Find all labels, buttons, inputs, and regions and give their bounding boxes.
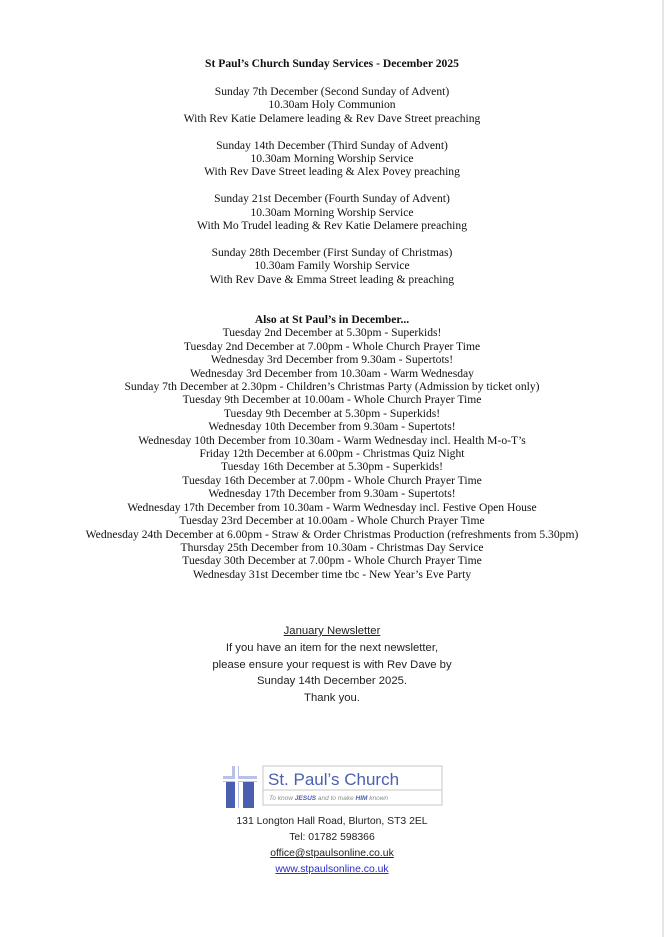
events-heading: Also at St Paul’s in December...: [254, 313, 410, 326]
service-block: [0, 139, 664, 179]
events-list: [0, 313, 664, 581]
page-title: St Paul’s Church Sunday Services - December 2025: [205, 57, 459, 70]
service-leaders: With Rev Dave & Emma Street leading & preaching: [209, 272, 455, 286]
event-item: Wednesday 3rd December from 9.30am - Supertots!: [210, 353, 454, 367]
event-item: Tuesday 9th December at 5.30pm - Superkids!: [223, 406, 441, 420]
church-logo: [223, 762, 443, 810]
event-item: Tuesday 30th December at 7.00pm - Whole Church Prayer Time: [182, 554, 482, 568]
service-block: [0, 192, 664, 232]
newsletter-line: please ensure your request is with Rev Dave by: [212, 658, 452, 671]
service-block: [0, 85, 664, 125]
event-item: Wednesday 17th December from 9.30am - Supertots!: [208, 487, 456, 501]
service-day: Sunday 14th December (Third Sunday of Advent): [216, 138, 448, 152]
email-link[interactable]: office@stpaulsonline.co.uk: [270, 848, 394, 859]
event-item: Tuesday 16th December at 5.30pm - Superkids!: [220, 460, 444, 474]
event-item: Wednesday 17th December from 10.30am - Warm Wednesday incl. Festive Open House: [127, 500, 537, 514]
event-item: Tuesday 23rd December at 10.00am - Whole Church Prayer Time: [179, 514, 485, 528]
event-item: Thursday 25th December from 10.30am - Christmas Day Service: [180, 540, 484, 554]
service-time: 10.30am Morning Worship Service: [250, 152, 414, 166]
logo-tagline: To know JESUS and to make HIM known: [269, 795, 389, 802]
newsletter-thanks: Thank you.: [304, 692, 360, 705]
service-day: Sunday 7th December (Second Sunday of Advent): [214, 85, 450, 98]
event-item: Wednesday 24th December at 6.00pm - Straw & Order Christmas Production (refreshments from 5.30pm): [85, 527, 579, 541]
cross-icon: [223, 764, 257, 808]
newsletter-line: Sunday 14th December 2025.: [256, 675, 408, 688]
event-item: Tuesday 9th December at 10.00am - Whole Church Prayer Time: [182, 393, 482, 407]
event-item: Friday 12th December at 6.00pm - Christmas Quiz Night: [199, 447, 465, 461]
event-item: Tuesday 2nd December at 5.30pm - Superkids!: [222, 326, 442, 340]
event-item: Wednesday 3rd December from 10.30am - Warm Wednesday: [190, 366, 474, 380]
event-item: Wednesday 10th December from 9.30am - Supertots!: [208, 420, 456, 434]
logo-name: St. Paul’s Church: [268, 770, 400, 789]
event-item: Wednesday 31st December time tbc - New Year’s Eve Party: [192, 567, 472, 581]
service-day: Sunday 28th December (First Sunday of Christmas): [211, 245, 453, 259]
service-time: 10.30am Family Worship Service: [254, 259, 410, 273]
service-leaders: With Rev Katie Delamere leading & Rev Dave Street preaching: [183, 111, 481, 125]
newsletter-line: If you have an item for the next newsletter,: [225, 641, 439, 654]
event-item: Tuesday 16th December at 7.00pm - Whole Church Prayer Time: [182, 473, 482, 487]
address: 131 Longton Hall Road, Blurton, ST3 2EL: [236, 816, 428, 827]
service-day: Sunday 21st December (Fourth Sunday of Advent): [214, 192, 450, 206]
service-time: 10.30am Morning Worship Service: [250, 205, 414, 219]
newsletter-title: January Newsletter: [283, 625, 381, 637]
newsletter-notice: [0, 623, 664, 707]
event-item: Wednesday 10th December from 10.30am - Warm Wednesday incl. Health M-o-T’s: [138, 433, 526, 447]
service-time: 10.30am Holy Communion: [268, 98, 396, 112]
service-leaders: With Mo Trudel leading & Rev Katie Delamere preaching: [197, 219, 467, 233]
services-list: [0, 85, 664, 299]
service-block: [0, 246, 664, 286]
service-leaders: With Rev Dave Street leading & Alex Povey preaching: [204, 165, 460, 179]
event-item: Sunday 7th December at 2.30pm - Children’s Christmas Party (Admission by ticket only): [124, 380, 540, 394]
contact-details: [0, 814, 664, 878]
event-item: Tuesday 2nd December at 7.00pm - Whole Church Prayer Time: [183, 339, 481, 353]
website-link[interactable]: www.stpaulsonline.co.uk: [275, 864, 389, 875]
telephone: Tel: 01782 598366: [289, 832, 375, 843]
